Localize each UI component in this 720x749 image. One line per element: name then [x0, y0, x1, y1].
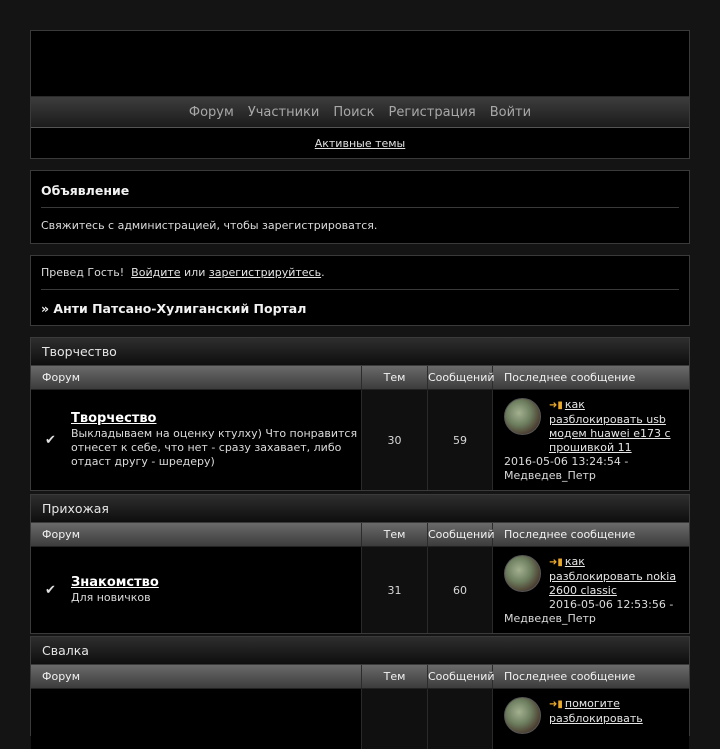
arrow-page-icon[interactable]: ➜▮: [549, 400, 563, 411]
checkmark-icon: ✔: [45, 432, 56, 448]
header-forum: Форум: [31, 523, 362, 546]
header-last-post: Последнее сообщение: [504, 371, 636, 384]
header-posts: Сообщений: [428, 665, 493, 688]
or-text: или: [184, 266, 206, 279]
header-last-post: Последнее сообщение: [504, 670, 636, 683]
header-forum: Форум: [31, 665, 362, 688]
nav-login[interactable]: Войти: [489, 104, 532, 120]
header-posts: Сообщений: [428, 523, 493, 546]
category-title: Прихожая: [31, 495, 689, 523]
table-header: [31, 523, 689, 547]
header-topics: Тем: [362, 366, 428, 389]
breadcrumb: » Анти Патсано-Хулиганский Портал: [41, 301, 307, 316]
last-post-author: Медведев_Петр: [504, 469, 596, 482]
avatar[interactable]: [504, 398, 541, 435]
welcome-box: [30, 255, 690, 326]
category-tvorchestvo: [30, 337, 690, 491]
header-topics: Тем: [362, 523, 428, 546]
topics-count: 31: [362, 547, 428, 633]
announcement-box: [30, 170, 690, 244]
header-posts: Сообщений: [428, 366, 493, 389]
header-forum: Форум: [31, 366, 362, 389]
posts-count: 60: [428, 547, 493, 633]
category-prihozhaya: [30, 494, 690, 634]
forum-name-link[interactable]: Творчество: [71, 411, 157, 426]
posts-count: [428, 689, 493, 749]
topics-count: [362, 689, 428, 749]
last-post-date: 2016-05-06 13:24:54 -: [504, 455, 629, 468]
forum-name-link[interactable]: Знакомство: [71, 575, 159, 590]
greeting-text: Превед Гость!: [41, 266, 125, 279]
last-post-cell: [493, 689, 689, 749]
topics-count: 30: [362, 390, 428, 490]
arrow-page-icon[interactable]: ➜▮: [549, 557, 563, 568]
header-last-post: Последнее сообщение: [504, 528, 636, 541]
last-post-date: 2016-05-06 12:53:56 -: [549, 598, 674, 611]
posts-count: 59: [428, 390, 493, 490]
avatar[interactable]: [504, 697, 541, 734]
category-title: Творчество: [31, 338, 689, 366]
table-header: [31, 665, 689, 689]
guest-greeting: [41, 256, 679, 290]
announcement-text: Свяжитесь с администрацией, чтобы зарегистрироватся.: [41, 219, 378, 232]
category-svalka: [30, 636, 690, 736]
forum-description: Выкладываем на оценку ктулху) Что понравится отнесет к себе, что нет - сразу захавает, либо отдаст другу - шредеру): [71, 427, 358, 468]
nav-search[interactable]: Поиск: [333, 104, 375, 120]
site-banner: [31, 31, 689, 96]
greeting-period: .: [321, 266, 325, 279]
avatar[interactable]: [504, 555, 541, 592]
forum-cell: [31, 390, 362, 490]
sub-navigation: [31, 128, 689, 159]
site-header: [30, 30, 690, 159]
active-topics-link[interactable]: Активные темы: [314, 137, 406, 150]
last-post-link[interactable]: как разблокировать usb модем huawei e173 с прошивкой 11: [549, 398, 671, 454]
nav-members[interactable]: Участники: [247, 104, 320, 120]
header-topics: Тем: [362, 665, 428, 688]
checkmark-icon: ✔: [45, 582, 56, 598]
main-navigation: [31, 96, 689, 128]
last-post-cell: [493, 390, 689, 490]
last-post-link[interactable]: помогите разблокировать: [549, 697, 643, 725]
nav-register[interactable]: Регистрация: [388, 104, 476, 120]
forum-description: Для новичков: [71, 591, 151, 604]
announcement-title: Объявление: [41, 171, 679, 208]
last-post-link[interactable]: как разблокировать nokia 2600 classic: [549, 555, 677, 597]
register-link[interactable]: зарегистрируйтесь: [208, 266, 322, 279]
forum-cell: [31, 547, 362, 633]
forum-row: [31, 689, 689, 749]
last-post-author: Медведев_Петр: [504, 612, 596, 625]
login-link[interactable]: Войдите: [131, 266, 181, 279]
last-post-cell: [493, 547, 689, 633]
forum-row: [31, 390, 689, 490]
forum-row: [31, 547, 689, 633]
forum-cell: [31, 689, 362, 749]
category-title: Свалка: [31, 637, 689, 665]
arrow-page-icon[interactable]: ➜▮: [549, 699, 563, 710]
nav-forum[interactable]: Форум: [188, 104, 234, 120]
table-header: [31, 366, 689, 390]
